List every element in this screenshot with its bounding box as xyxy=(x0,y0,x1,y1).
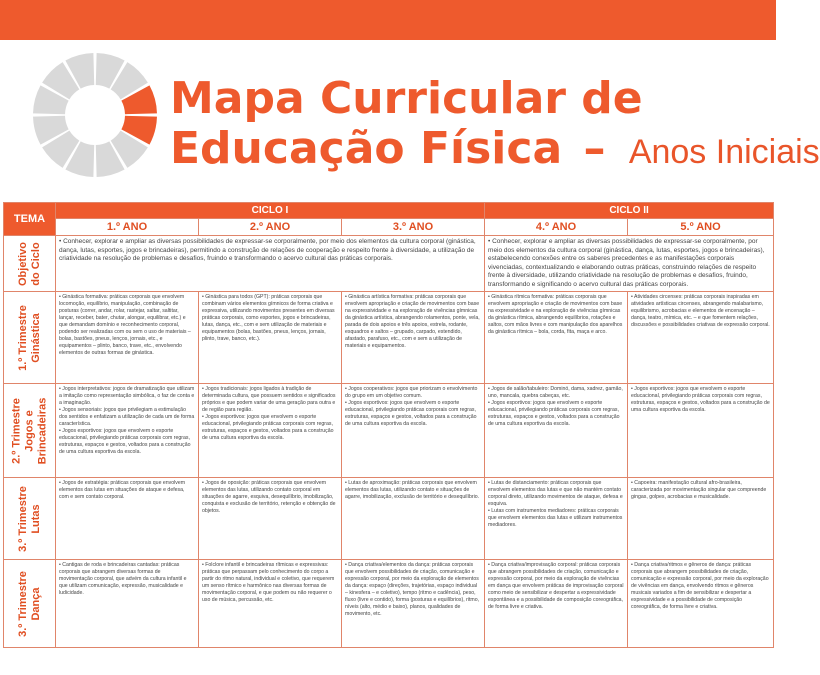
ginastica-ano-4: • Ginástica rítmica formativa: práticas corporais que envolvem apropriação e criação de movimentos com base na expressividade e na exploração de vivências gímnicas da ginástica rítmica, abrangendo equilíbrios, rotações e saltos, com mãos livres e com manipulação dos aparelhos da ginástica rítmica – bola, corda, fita, maça e arco. xyxy=(485,292,628,384)
ano-2-header: 2.º ANO xyxy=(199,219,342,236)
ano-5-header: 5.º ANO xyxy=(628,219,774,236)
page-title xyxy=(170,73,820,177)
ginastica-ano-5: • Atividades circenses: práticas corporais inspiradas em atividades artísticas circenses, abrangendo malabarismo, equilibrismo, acrobacias e elementos de encenação – dança, teatro, mímica, etc. – e que fomentem relações, discussões e possibilidades criativas de expressão corporal. xyxy=(628,292,774,384)
row-lutas xyxy=(4,478,774,560)
ginastica-ano-2: • Ginástica para todos (GPT): práticas corporais que combinam vários elementos gímnicos de forma criativa e expressiva, utilizando movimentos presentes em diversas práticas corporais, como esportes, jogos e brincadeiras, lutas, dança, etc., com e sem utilização de materiais e equipamentos (bolas, bastões, pneus, lenços, jornais, plinto, trave, banco, etc.). xyxy=(199,292,342,384)
tema-label-objetivo: Objetivo do Ciclo xyxy=(16,241,42,286)
danca-ano-2: • Folclore infantil e brincadeiras rítmicas e expressivas: práticas que perpassam pelo conhecimento do corpo a partir do ritmo natural, individual e coletivo, que requerem um senso rítmico e harmônico nas diversas formas de movimentação corporal, e que podem ou não requerer o uso de música, percussão, etc. xyxy=(199,560,342,648)
row-danca xyxy=(4,560,774,648)
lutas-ano-2: • Jogos de oposição: práticas corporais que envolvem elementos das lutas, utilizando contato corporal em situações de agarre, esquiva, desequilíbrio, imobilização, conquista e exclusão de território, retenção e obtenção de objetos. xyxy=(199,478,342,560)
tema-label-ginastica: 1.º Trimestre Ginástica xyxy=(16,304,42,371)
tema-label-danca: 3.º Trimestre Dança xyxy=(16,570,42,637)
lutas-ano-1: • Jogos de estratégia: práticas corporais que envolvem elementos das lutas em situações de ataque e defesa, com e sem contato corporal. xyxy=(56,478,199,560)
top-banner xyxy=(0,0,776,40)
title-text-2: Educação Física xyxy=(170,123,563,174)
row-jogos xyxy=(4,384,774,478)
jogos-ano-5: • Jogos esportivos: jogos que envolvem o esporte educacional, privilegiando práticas corporais com regras, estruturas, espaços e gestos, voltados para a construção de uma cultura esportiva da escola. xyxy=(628,384,774,478)
row-ginastica xyxy=(4,292,774,384)
lutas-ano-3: • Lutas de aproximação: práticas corporais que envolvem elementos das lutas, utilizando contato e situações de agarre, imobilização, exclusão de território e desequilíbrio. xyxy=(342,478,485,560)
subtitle: Anos Iniciais xyxy=(628,133,820,171)
curriculum-table xyxy=(3,202,774,648)
objetivo-ciclo-2: • Conhecer, explorar e ampliar as diversas possibilidades de expressar-se corporalmente, por meio dos elementos da cultura corporal (ginástica, dança, lutas, esportes, jogos e brincadeiras), estabelecendo conexões entre os saberes precedentes e as manifestações corporais vivenciadas, contextualizando e elaborando outras práticas, construindo relações de respeito frente à diversidade, utilizando criatividade na resolução de problemas e desafios, fruindo, transformando e significando o acervo cultural das práticas corporais. xyxy=(485,236,774,292)
tema-cell xyxy=(4,292,56,384)
row-objetivo xyxy=(4,236,774,292)
ginastica-ano-3: • Ginástica artística formativa: práticas corporais que envolvem apropriação e criação de movimentos com base na expressividade e na exploração de vivências gímnicas da ginástica artística, abrangendo rolamentos, ponte, vela, parada de dois apoios e três apoios, estrela, rodante, esquadros e saltos – grupado, carpado, estendido, afastado, parafuso, etc., com e sem a utilização de materiais e equipamentos. xyxy=(342,292,485,384)
tema-label-lutas: 3.º Trimestre Lutas xyxy=(16,485,42,552)
title-line-2 xyxy=(170,123,820,177)
ring-logo-icon xyxy=(30,50,160,180)
tema-header: TEMA xyxy=(4,203,56,236)
ciclo-1-header: CICLO I xyxy=(56,203,485,219)
ano-3-header: 3.º ANO xyxy=(342,219,485,236)
jogos-ano-3: • Jogos cooperativos: jogos que priorizam o envolvimento do grupo em um objetivo comum. • Jogos esportivos: jogos que envolvem o esporte educacional, privilegiando práticas corporais com regras, estruturas, espaços e gestos, voltados para a construção de uma cultura esportiva da escola. xyxy=(342,384,485,478)
tema-cell xyxy=(4,384,56,478)
jogos-ano-1: • Jogos interpretativos: jogos de dramatização que utilizam a imitação como representação simbólica, o faz de conta e a imaginação. • Jogos sensoriais: jogos que privilegiam a estimulação dos sentidos e enfatizam a utilização de cada um de forma característica. • Jogos esportivos: jogos que envolvem o esporte educacional, privilegiando práticas corporais com regras, estruturas, espaços e gestos, voltados para a construção de uma cultura esportiva da escola. xyxy=(56,384,199,478)
ano-1-header: 1.º ANO xyxy=(56,219,199,236)
lutas-ano-4: • Lutas de distanciamento: práticas corporais que envolvem elementos das lutas e que não mantém contato corporal direto, utilizando movimentos de ataque, defesa e esquiva. • Lutas com instrumentos mediadores: práticas corporais que envolvem elementos das lutas e utilizam instrumentos mediadores. xyxy=(485,478,628,560)
jogos-ano-2: • Jogos tradicionais: jogos ligados à tradição de determinada cultura, que possuem sentidos e significados próprios e que podem variar de uma geração para outra e de região para região. • Jogos esportivos: jogos que envolvem o esporte educacional, privilegiando práticas corporais com regras, estruturas, espaços e gestos, voltados para a construção de uma cultura esportiva da escola. xyxy=(199,384,342,478)
ano-4-header: 4.º ANO xyxy=(485,219,628,236)
danca-ano-4: • Dança criativa/improvisação corporal: práticas corporais que abrangem possibilidades de criação, comunicação e expressão corporal, por meio da exploração de vivências em dança que envolvem práticas de improvisação corporal como meio de sensibilizar e despertar a expressividade espontânea e a possibilidade de composição coreográfica, de forma livre e criativa. xyxy=(485,560,628,648)
danca-ano-1: • Cantigas de roda e brincadeiras cantadas: práticas corporais que abrangem diversas formas de movimentação corporal, que advém da cultura infantil e que utilizam comunicação, expressão, musicalidade e ludicidade. xyxy=(56,560,199,648)
title-line-1: Mapa Curricular de xyxy=(170,73,643,124)
ginastica-ano-1: • Ginástica formativa: práticas corporais que envolvem locomoção, equilíbrio, manipulação, combinação de posturas (correr, andar, rolar, rastejar, saltar, saltitar, lançar, receber, bater, chutar, alongar, equilibrar, etc.) e que demandam domínio e reconhecimento corporal, podendo ser realizadas com ou sem o uso de materiais – bolas, bastões, pneus, lenços, jornais, etc., e equipamentos – plinto, banco, trave, etc., envolvendo elementos de outras formas de ginástica. xyxy=(56,292,199,384)
tema-label-jogos: 2.º Trimestre Jogos e Brincadeiras xyxy=(10,397,48,464)
danca-ano-3: • Dança criativa/elementos da dança: práticas corporais que envolvem possibilidades de criação, comunicação e expressão corporal, por meio da exploração de elementos da dança: espaço (direções, trajetórias, espaço individual – kinesfera – e coletivo), tempo (ritmo e cadência), peso, fluxo (livre e contido), forma (posturas e equilíbrios), ritmo, níveis (alto, médio e baixo), planos, qualidades de movimento, etc. xyxy=(342,560,485,648)
tema-cell xyxy=(4,478,56,560)
title-dash: – xyxy=(583,123,606,174)
danca-ano-5: • Dança criativa/ritmos e gêneros de dança: práticas corporais que abrangem possibilidades de criação, comunicação e expressão corporal, por meio da exploração de vivências em dança, envolvendo ritmos e gêneros musicais variados a fim de sensibilizar e despertar a expressividade e a possibilidade de composição coreográfica, de forma livre e criativa. xyxy=(628,560,774,648)
tema-cell xyxy=(4,560,56,648)
jogos-ano-4: • Jogos de salão/tabuleiro: Dominó, dama, xadrez, gamão, uno, mancala, quebra cabeças, etc. • Jogos esportivos: jogos que envolvem o esporte educacional, privilegiando práticas corporais com regras, estruturas, espaços e gestos, voltados para a construção de uma cultura esportiva da escola. xyxy=(485,384,628,478)
lutas-ano-5: • Capoeira: manifestação cultural afro-brasileira, caracterizada por movimentação singular que compreende gingas, golpes, acrobacias e musicalidade. xyxy=(628,478,774,560)
tema-cell xyxy=(4,236,56,292)
objetivo-ciclo-1: • Conhecer, explorar e ampliar as diversas possibilidades de expressar-se corporalmente, por meio dos elementos da cultura corporal (ginástica, dança, lutas, esportes, jogos e brincadeiras), permitindo a construção de relações de cooperação e respeito frente à diversidade, a utilização de criatividade na resolução de problemas e desafios, fruindo e transformando o acervo cultural das práticas corporais. xyxy=(56,236,485,292)
ciclo-2-header: CICLO II xyxy=(485,203,774,219)
